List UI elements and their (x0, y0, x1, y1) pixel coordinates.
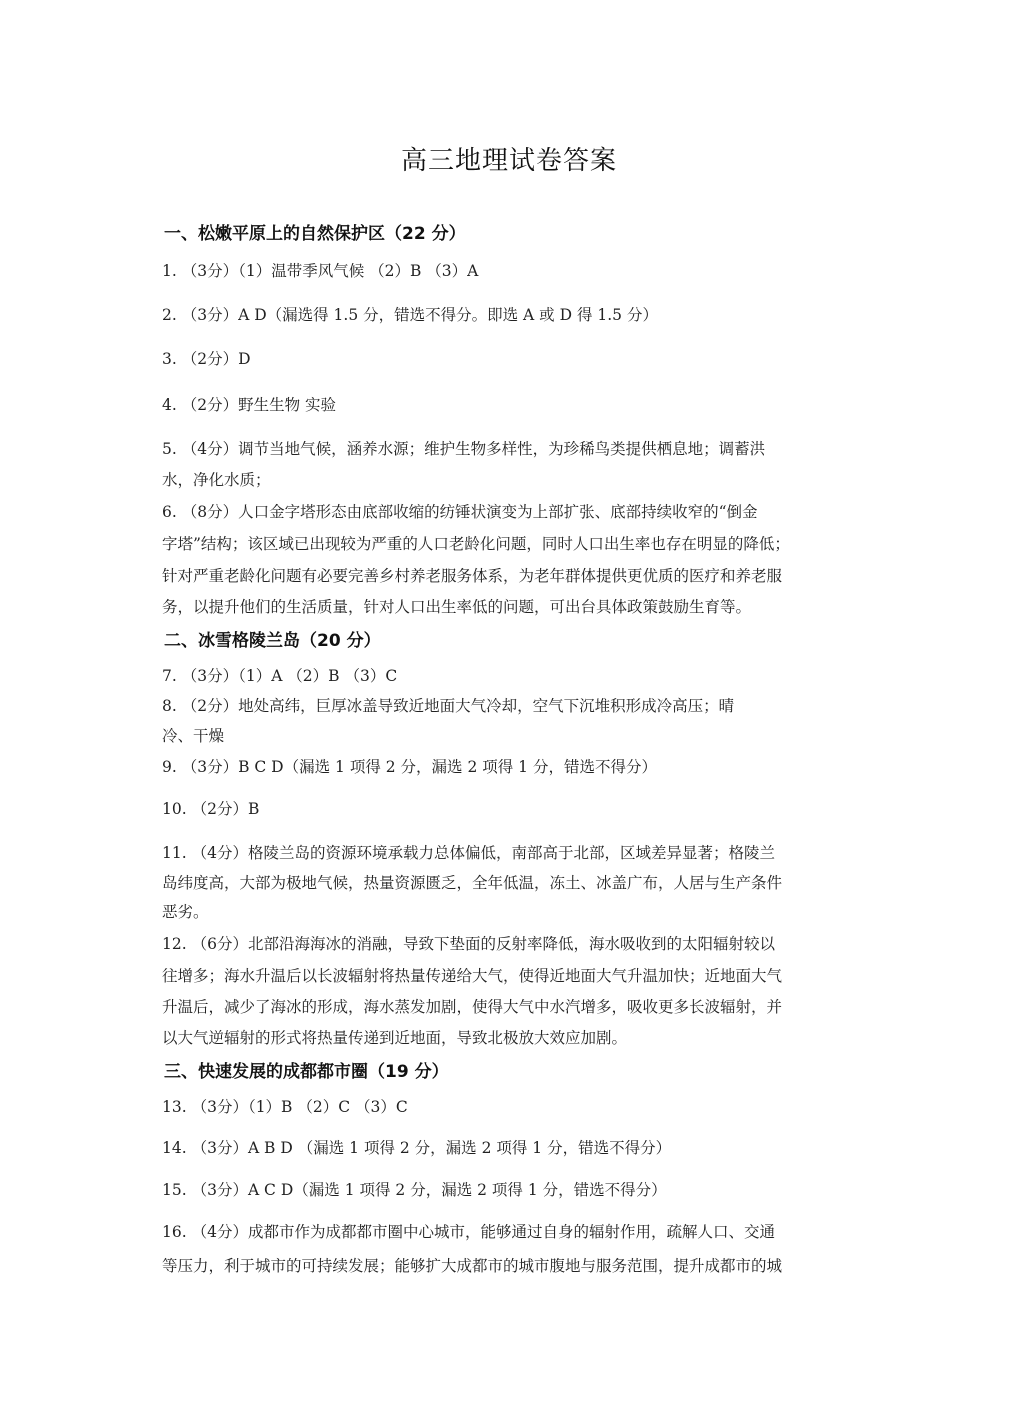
answer-line: 10. （2分）B (162, 800, 260, 818)
answer-line: 16. （4分）成都市作为成都都市圈中心城市，能够通过自身的辐射作用，疏解人口、交通 (162, 1223, 775, 1241)
answer-line: 6. （8分）人口金字塔形态由底部收缩的纺锤状演变为上部扩张、底部持续收窄的“倒金 (162, 503, 758, 521)
answer-line: 务，以提升他们的生活质量，针对人口出生率低的问题，可出台具体政策鼓励生育等。 (162, 598, 752, 616)
answer-line: 岛纬度高，大部为极地气候，热量资源匮乏，全年低温，冻土、冰盖广布，人居与生产条件 (162, 874, 783, 892)
answer-line: 14. （3分）A B D （漏选 1 项得 2 分，漏选 2 项得 1 分，错选不得分） (162, 1139, 672, 1157)
answer-line: 2. （3分）A D（漏选得 1.5 分，错选不得分。即选 A 或 D 得 1.5 分） (162, 306, 658, 324)
answer-line: 恶劣。 (162, 903, 209, 921)
section-heading-1: 一、松嫩平原上的自然保护区（22 分） (164, 224, 466, 244)
section-heading-3: 三、快速发展的成都都市圈（19 分） (164, 1062, 449, 1082)
answer-line: 15. （3分）A C D（漏选 1 项得 2 分，漏选 2 项得 1 分，错选不得分） (162, 1181, 667, 1199)
answer-line: 4. （2分）野生生物 实验 (162, 396, 337, 414)
answer-line: 等压力，利于城市的可持续发展；能够扩大成都市的城市腹地与服务范围，提升成都市的城 (162, 1257, 783, 1275)
answer-line: 往增多；海水升温后以长波辐射将热量传递给大气，使得近地面大气升温加快；近地面大气 (162, 967, 783, 985)
answer-line: 水，净化水质； (162, 471, 271, 489)
answer-line: 7. （3分）（1）A （2）B （3）C (162, 667, 398, 685)
answer-line: 以大气逆辐射的形式将热量传递到近地面，导致北极放大效应加剧。 (162, 1029, 628, 1047)
answer-line: 冷、干燥 (162, 727, 225, 745)
answer-line: 5. （4分）调节当地气候，涵养水源；维护生物多样性，为珍稀鸟类提供栖息地；调蓄洪 (162, 440, 766, 458)
answer-line: 3. （2分）D (162, 350, 251, 368)
answer-line: 11. （4分）格陵兰岛的资源环境承载力总体偏低，南部高于北部，区域差异显著；格陵兰 (162, 844, 775, 862)
answer-line: 针对严重老龄化问题有必要完善乡村养老服务体系，为老年群体提供更优质的医疗和养老服 (162, 567, 783, 585)
answer-line: 9. （3分）B C D（漏选 1 项得 2 分，漏选 2 项得 1 分，错选不得分） (162, 758, 657, 776)
answer-line: 13. （3分）（1）B （2）C （3）C (162, 1098, 408, 1116)
answer-line: 12. （6分）北部沿海海冰的消融，导致下垫面的反射率降低，海水吸收到的太阳辐射较以 (162, 935, 775, 953)
answer-line: 1. （3分）（1）温带季风气候 （2）B （3）A (162, 262, 479, 280)
answer-line: 字塔”结构；该区域已出现较为严重的人口老龄化问题，同时人口出生率也存在明显的降低； (162, 535, 790, 553)
answer-line: 升温后，减少了海冰的形成，海水蒸发加剧，使得大气中水汽增多，吸收更多长波辐射，并 (162, 998, 783, 1016)
section-heading-2: 二、冰雪格陵兰岛（20 分） (164, 631, 381, 651)
answer-line: 8. （2分）地处高纬，巨厚冰盖导致近地面大气冷却，空气下沉堆积形成冷高压；晴 (162, 697, 735, 715)
page-title: 高三地理试卷答案 (400, 146, 617, 176)
